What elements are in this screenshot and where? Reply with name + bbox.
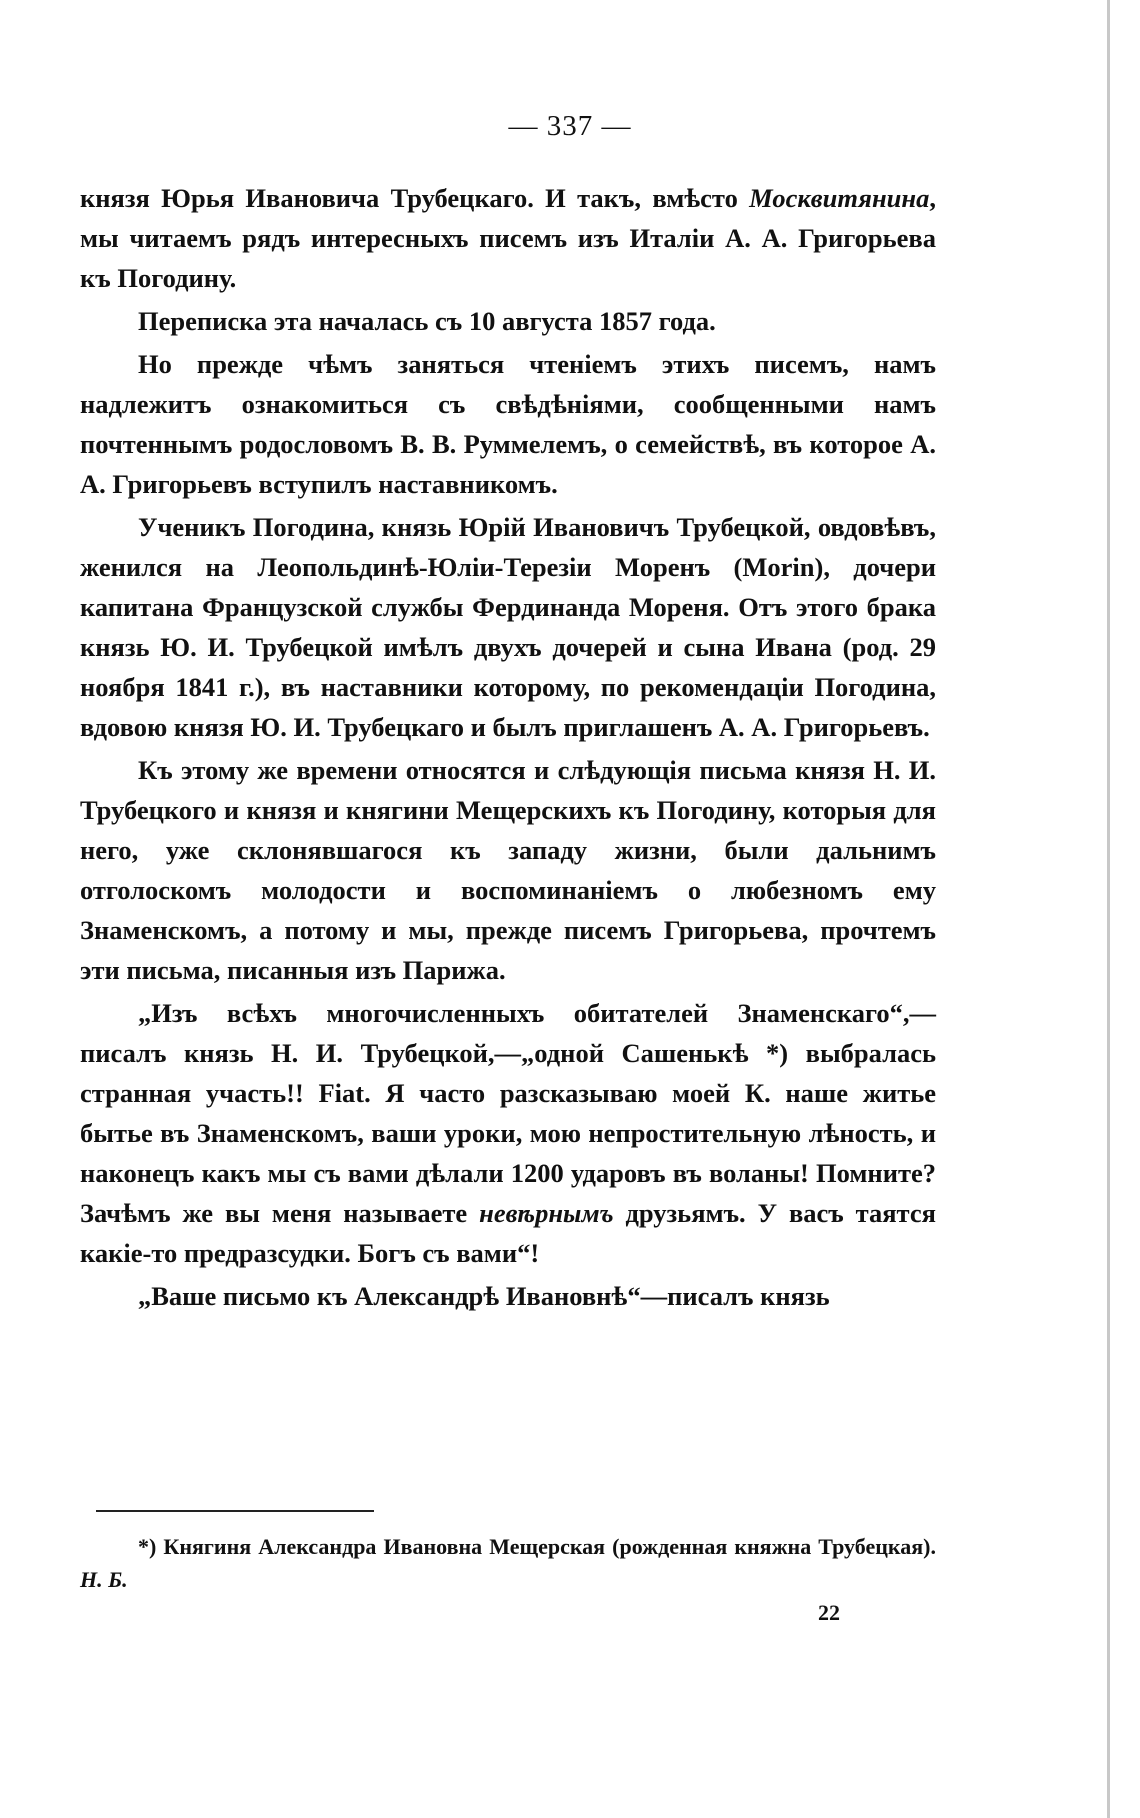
paragraph-7: „Ваше письмо къ Александрѣ Ивановнѣ“—писалъ князь [138, 1281, 830, 1311]
paragraph-2: Переписка эта началась съ 10 августа 1857 года. [138, 306, 716, 336]
italic-title: Москвитянина [749, 183, 930, 213]
footnote: *) Княгиня Александра Ивановна Мещерская (рожденная княжна Трубецкая). Н. Б. [80, 1534, 936, 1592]
page-edge-line [1107, 0, 1110, 1818]
paragraph-4: Ученикъ Погодина, князь Юрій Ивановичъ Трубецкой, овдовѣвъ, женился на Леопольдинѣ-Юліи-Терезіи Моренъ (Morin), дочери капитана Французской службы Фердинанда Мореня. Отъ этого брака князь Ю. И. Трубецкой имѣлъ двухъ дочерей и сына Ивана (род. 29 ноября 1841 г.), въ наставники которому, по рекомендаціи Погодина, вдовою князя Ю. И. Трубецкаго и былъ приглашенъ А. А. Григорьевъ. [80, 512, 936, 742]
footnote-signature: Н. Б. [80, 1567, 128, 1592]
signature-mark: 22 [818, 1600, 840, 1625]
paragraph-6: „Изъ всѣхъ многочисленныхъ обитателей Знаменскаго“,— писалъ князь Н. И. Трубецкой,—„одной Сашенькѣ *) выбралась странная участь!! Fiat. Я часто разсказываю моей К. наше житье бытье въ Знаменскомъ, ваши уроки, мою непростительную лѣность, и наконецъ какъ мы съ вами дѣлали 1200 ударовъ въ воланы! Помните? Зачѣмъ же вы меня называете невѣрнымъ друзьямъ. У васъ таятся какіе-то предразсудки. Богъ съ вами“! [80, 998, 936, 1268]
paragraph-5: Къ этому же времени относятся и слѣдующія письма князя Н. И. Трубецкого и князя и княгини Мещерскихъ къ Погодину, которыя для него, уже склонявшагося къ западу жизни, были дальнимъ отголоскомъ молодости и воспоминаніемъ о любезномъ ему Знаменскомъ, а потому и мы, прежде писемъ Григорьева, прочтемъ эти письма, писанныя изъ Парижа. [80, 755, 936, 985]
paragraph-1: князя Юрья Ивановича Трубецкаго. И такъ, вмѣсто Москвитянина, мы читаемъ рядъ интересныхъ писемъ изъ Италіи А. А. Григорьева къ Погодину. [80, 183, 936, 293]
footnote-divider [96, 1510, 374, 1512]
italic-word: невѣрнымъ [479, 1198, 614, 1228]
main-text [80, 178, 936, 1319]
page-number: — 337 — [508, 110, 632, 142]
paragraph-3: Но прежде чѣмъ заняться чтеніемъ этихъ писемъ, намъ надлежитъ ознакомиться съ свѣдѣніями, сообщенными намъ почтеннымъ родословомъ В. В. Руммелемъ, о семействѣ, въ которое А. А. Григорьевъ вступилъ наставникомъ. [80, 349, 936, 499]
